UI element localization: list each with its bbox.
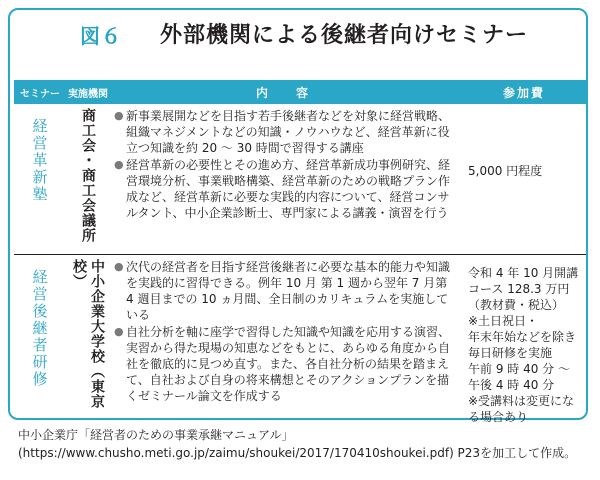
header-seminar: セミナー	[14, 80, 66, 104]
bullet-dot-icon: ●	[114, 158, 124, 171]
figure-title: 外部機関による後継者向けセミナー	[160, 23, 529, 48]
organizer-cell	[66, 104, 110, 255]
header-fee: 参加費	[462, 80, 586, 104]
content-cell	[110, 104, 462, 255]
figure-label: 図６	[80, 24, 122, 48]
content-bullet	[114, 324, 456, 404]
seminar-name: 経営後継者研修	[30, 269, 49, 388]
fee-line: 令和 4 年 10 月開講	[468, 266, 579, 280]
fee-line: る場合あり	[468, 410, 529, 424]
fee-cell	[462, 255, 586, 426]
bullet-dot-icon: ●	[114, 260, 124, 273]
source-note: 中小企業庁「経営者のための事業承継マニュアル」(https://www.chusho.meti.go.jp/zaimu/shoukei/2017/170410shoukei.pdf) P23を加工して作成。	[18, 428, 577, 460]
fee-line: （教材費・税込）	[468, 298, 565, 312]
bullet-text: 経営革新の必要性とその進め方、経営革新成功事例研究、経営環境分析、事業戦略構築、経営革新のための戦略プラン作成など、経営革新に必要な実践的内容について、経営コンサルタント、中小企業診断士、専門家による講義・演習を行う	[126, 158, 451, 220]
content-cell	[110, 255, 462, 426]
organizer-name: 商工会・商工会議所	[80, 108, 96, 243]
fee-text: 5,000 円程度	[468, 164, 543, 178]
header-content: 内 容	[110, 80, 462, 104]
bullet-text: 次代の経営者を目指す経営後継者に必要な基本的能力や知識を実践的に習得できる。例年 10 月 第 1 週から翌年 7 月第 4 週目までの 10 ヵ月間、全日制のカリキュラムを実施している	[126, 260, 451, 322]
fee-line: 午後 4 時 40 分	[468, 378, 555, 392]
seminar-name: 経営革新塾	[30, 118, 49, 203]
fee-lines	[462, 255, 586, 425]
fee-line: 午前 9 時 40 分 ～	[468, 362, 570, 376]
bullet-dot-icon: ●	[114, 109, 124, 122]
bullet-dot-icon: ●	[114, 325, 124, 338]
fee-cell	[462, 104, 586, 255]
header-organizer: 実施機関	[66, 80, 110, 104]
fee-line: 毎日研修を実施	[468, 346, 553, 360]
bullet-text: 自社分析を軸に座学で習得した知識や知識を応用する演習、実習から得た現場の知恵などをもとに、あらゆる角度から自社を徹底的に見つめ直す。また、各自社分析の結果を踏まえて、自社および自身の将来構想とそのアクションプランを描くゼミナール論文を作成する	[126, 325, 451, 403]
seminar-cell	[14, 255, 66, 426]
fee-line: ※土日祝日・	[468, 314, 539, 328]
seminar-table	[14, 80, 586, 425]
table-row	[14, 255, 586, 426]
fee-line: コース 128.3 万円	[468, 282, 570, 296]
content-bullet	[114, 259, 456, 323]
seminar-cell	[14, 104, 66, 255]
fee-line: ※受講料は変更にな	[468, 394, 575, 408]
bullet-text: 新事業展開などを目指す若手後継者などを対象に経営戦略、組織マネジメントなどの知識・ノウハウなど、経営革新に役立つ知識を約 20 ～ 30 時間で習得する講座	[126, 109, 451, 155]
content-bullet	[114, 108, 456, 156]
organizer-name: 中小企業大学校（東京校）	[71, 259, 105, 409]
content-bullet	[114, 157, 456, 221]
fee-line: 年末年始などを除き	[468, 330, 577, 344]
table-header-row	[14, 80, 586, 104]
table-row	[14, 104, 586, 255]
organizer-cell	[66, 255, 110, 426]
